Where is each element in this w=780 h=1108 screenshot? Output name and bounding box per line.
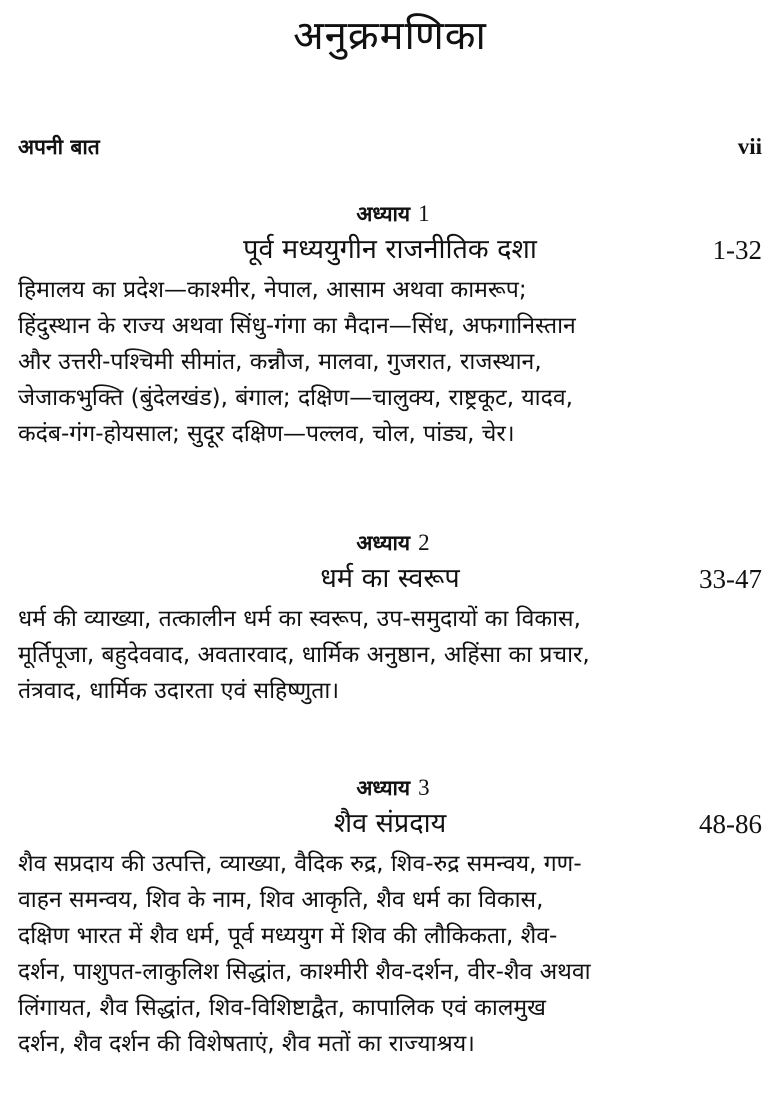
topic-line: वाहन समन्वय, शिव के नाम, शिव आकृति, शैव धर्म का विकास, xyxy=(18,887,544,913)
chapter-page-range: 33-47 xyxy=(699,564,762,594)
chapter-number-heading xyxy=(18,527,762,559)
topic-line: दर्शन, पाशुपत-लाकुलिश सिद्धांत, काश्मीरी शैव-दर्शन, वीर-शैव अथवा xyxy=(18,959,591,985)
chapter-page-range: 1-32 xyxy=(712,235,762,265)
chapter-topics xyxy=(18,601,728,709)
chapter-topics xyxy=(18,846,728,1062)
topic-line: मूर्तिपूजा, बहुदेववाद, अवतारवाद, धार्मिक अनुष्ठान, अहिंसा का प्रचार, xyxy=(18,642,590,668)
topic-line: धर्म की व्याख्या, तत्कालीन धर्म का स्वरूप, उप-समुदायों का विकास, xyxy=(18,606,581,632)
chapter-number: 3 xyxy=(418,775,430,800)
chapter-title: धर्म का स्वरूप xyxy=(320,563,460,594)
topic-line: हिमालय का प्रदेश—काश्मीर, नेपाल, आसाम अथवा कामरूप; xyxy=(18,277,527,303)
topic-line: दर्शन, शैव दर्शन की विशेषताएं, शैव मतों का राज्याश्रय। xyxy=(18,1031,475,1057)
page-title: अनुक्रमणिका xyxy=(293,13,487,59)
topic-line: हिंदुस्थान के राज्य अथवा सिंधु-गंगा का मैदान—सिंध, अफगानिस्तान xyxy=(18,313,576,339)
topic-line: जेजाकभुक्ति (बुंदेलखंड), बंगाल; दक्षिण—चालुक्य, राष्ट्रकूट, यादव, xyxy=(18,385,573,411)
preface-label: अपनी बात xyxy=(18,135,100,159)
chapter-page-range: 48-86 xyxy=(699,809,762,839)
topic-line: और उत्तरी-पश्चिमी सीमांत, कन्नौज, मालवा, गुजरात, राजस्थान, xyxy=(18,349,542,375)
toc-entry-preface[interactable] xyxy=(18,130,762,164)
topic-line: दक्षिण भारत में शैव धर्म, पूर्व मध्ययुग में शिव की लौकिकता, शैव- xyxy=(18,923,558,949)
chapter-title: पूर्व मध्ययुगीन राजनीतिक दशा xyxy=(243,234,537,265)
chapter-label: अध्याय xyxy=(356,531,411,555)
topic-line: कदंब-गंग-होयसाल; सुदूर दक्षिण—पल्लव, चोल, पांड्य, चेर। xyxy=(18,421,515,447)
chapter-label: अध्याय xyxy=(356,202,411,226)
chapter-number: 1 xyxy=(418,201,430,226)
toc-chapter-3[interactable] xyxy=(18,772,762,1062)
chapter-label: अध्याय xyxy=(356,776,411,800)
preface-page-number: vii xyxy=(737,134,762,159)
chapter-title: शैव संप्रदाय xyxy=(333,808,447,839)
topic-line: शैव सप्रदाय की उत्पत्ति, व्याख्या, वैदिक रुद्र, शिव-रुद्र समन्वय, गण- xyxy=(18,851,582,877)
chapter-number: 2 xyxy=(418,530,430,555)
topic-line: तंत्रवाद, धार्मिक उदारता एवं सहिष्णुता। xyxy=(18,678,340,704)
chapter-topics xyxy=(18,272,728,452)
toc-chapter-1[interactable] xyxy=(18,198,762,452)
chapter-number-heading xyxy=(18,198,762,230)
toc-chapter-2[interactable] xyxy=(18,527,762,709)
chapter-number-heading xyxy=(18,772,762,804)
topic-line: लिंगायत, शैव सिद्धांत, शिव-विशिष्टाद्वैत, कापालिक एवं कालमुख xyxy=(18,995,546,1021)
